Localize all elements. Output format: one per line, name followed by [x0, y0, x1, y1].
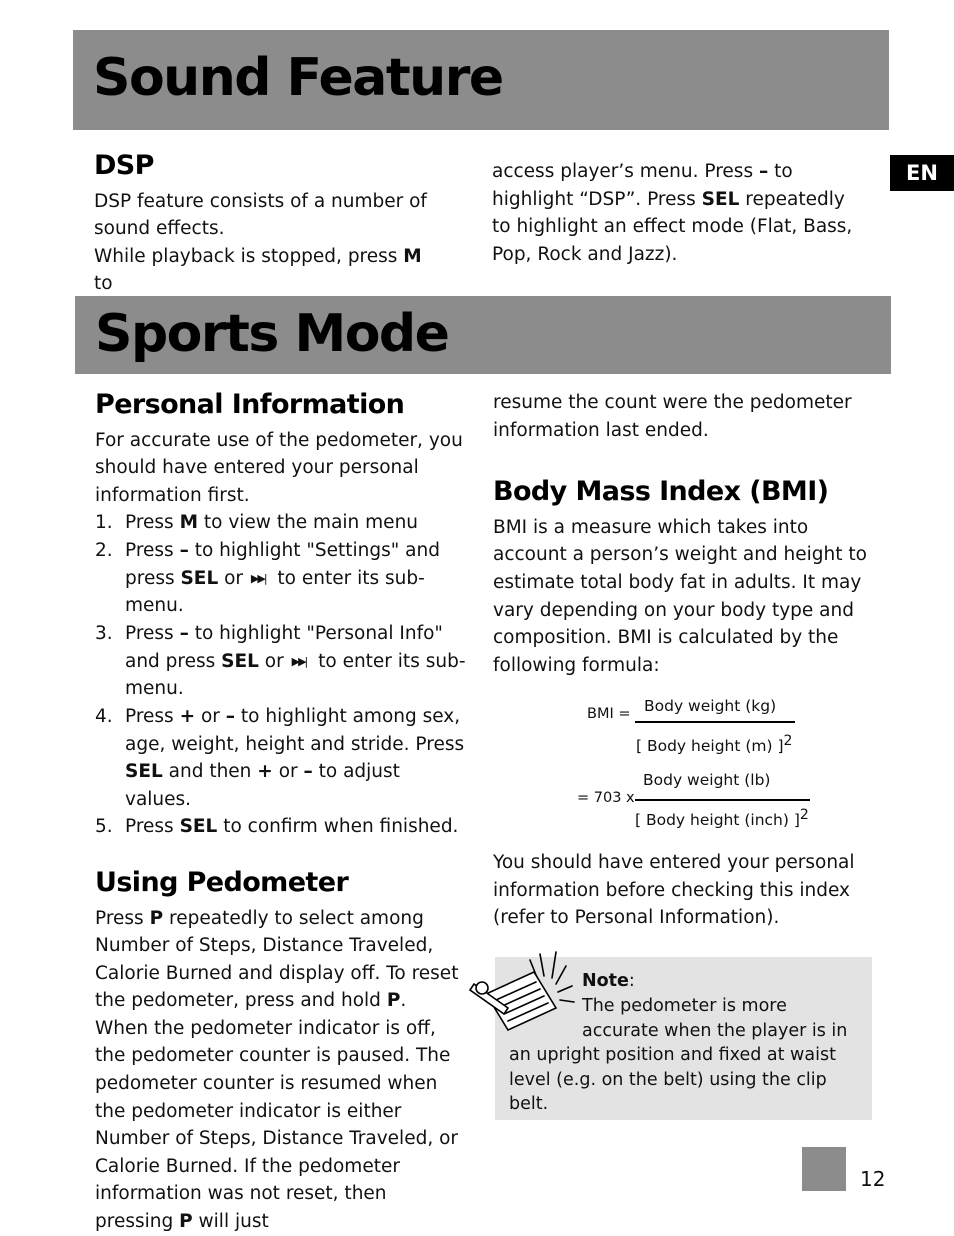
sports-right-column: [493, 389, 868, 679]
key-sel: SEL: [701, 188, 740, 210]
sports-mode-title: Sports Mode: [95, 304, 449, 364]
dsp-instructions-cont: access player’s menu. Press – to highlight “DSP”. Press SEL repeatedly to highlight an effect mode (Flat, Bass, Pop, Rock and Jazz).: [492, 161, 853, 265]
formula1-fraction-bar: [635, 721, 795, 723]
page-number: 12: [860, 1167, 886, 1191]
formula2-denominator: [ Body height (inch) ]$^2$: [635, 807, 809, 830]
dsp-right-column: [492, 158, 864, 268]
step-number: 2.: [95, 539, 113, 561]
pedometer-p2-end: resume the count were the pedometer information last ended.: [493, 392, 852, 441]
sound-feature-banner: [73, 30, 889, 130]
formula2-numerator: Body weight (lb): [643, 771, 771, 789]
fast-forward-icon: ▶▶|: [250, 571, 266, 585]
formula1-label: BMI =: [587, 706, 631, 722]
fast-forward-icon: ▶▶|: [291, 654, 307, 668]
bmi-description: BMI is a measure which takes into account a person’s weight and height to estimate total body fat in adults. It may vary depending on your body type and composition. BMI is calculated by the following formula:: [493, 516, 867, 676]
step-item: 3. Press – to highlight "Personal Info" and press SEL or ▶▶| to enter its sub-menu.: [95, 620, 470, 703]
pedometer-p2-start: When the pedometer indicator is off, the pedometer counter is paused. The pedometer counter is resumed when the pedometer indicator is either Number of Steps, Distance Traveled, or Calorie Burned. If the pedometer information was not reset, then pressing P will just: [95, 1017, 459, 1233]
step-number: 4.: [95, 705, 113, 727]
sports-mode-banner: [75, 296, 891, 374]
note-pad-pen-icon: [468, 950, 580, 1032]
sports-left-column: [95, 391, 470, 1236]
key-minus: –: [758, 161, 769, 182]
step-item: 5. Press SEL to confirm when finished.: [95, 813, 470, 841]
note-body-top: The pedometer is more accurate when the player is in: [582, 996, 848, 1041]
formula1-numerator: Body weight (kg): [644, 697, 777, 715]
personal-info-heading: Personal Information: [95, 389, 405, 420]
page-number-box: [802, 1147, 846, 1191]
sound-feature-title: Sound Feature: [93, 48, 503, 108]
dsp-heading: DSP: [94, 150, 154, 181]
step-number: 5.: [95, 816, 113, 838]
key-m: M: [403, 245, 422, 267]
note-label: Note:: [582, 971, 635, 991]
personal-info-steps: [95, 509, 470, 841]
step-number: 1.: [95, 512, 113, 534]
dsp-left-column: [94, 152, 439, 298]
step-item: 2. Press – to highlight "Settings" and press SEL or ▶▶| to enter its sub-menu.: [95, 537, 470, 620]
using-pedometer-heading: Using Pedometer: [95, 866, 349, 898]
bmi-note-text: You should have entered your personal information before checking this index (refer to Personal Information).: [493, 852, 855, 929]
formula2-fraction-bar: [635, 799, 810, 801]
note-body-bottom: an upright position and fixed at waist level (e.g. on the belt) using the clip belt.: [509, 1045, 836, 1114]
dsp-intro: DSP feature consists of a number of sound effects.: [94, 190, 427, 240]
dsp-instructions-start: [94, 243, 439, 298]
formula1-denominator: [ Body height (m) ]$^2$: [636, 733, 793, 756]
pedometer-p1: Press P repeatedly to select among Number of Steps, Distance Traveled, Calorie Burned and display off. To reset the pedometer, press and hold P.: [95, 907, 459, 1012]
formula2-label: = 703 x: [577, 790, 635, 806]
language-tab: EN: [890, 155, 954, 191]
step-item: 1. Press M to view the main menu: [95, 509, 470, 537]
dsp-text: While playback is stopped, press: [94, 245, 404, 267]
personal-info-intro: For accurate use of the pedometer, you should have entered your personal information first.: [95, 429, 463, 506]
step-number: 3.: [95, 622, 113, 644]
bmi-heading: Body Mass Index (BMI): [493, 476, 829, 508]
bmi-followup: [493, 849, 868, 932]
step-item: 4. Press + or – to highlight among sex, age, weight, height and stride. Press SEL and then + or – to adjust values.: [95, 703, 470, 813]
dsp-text: to: [94, 273, 113, 295]
